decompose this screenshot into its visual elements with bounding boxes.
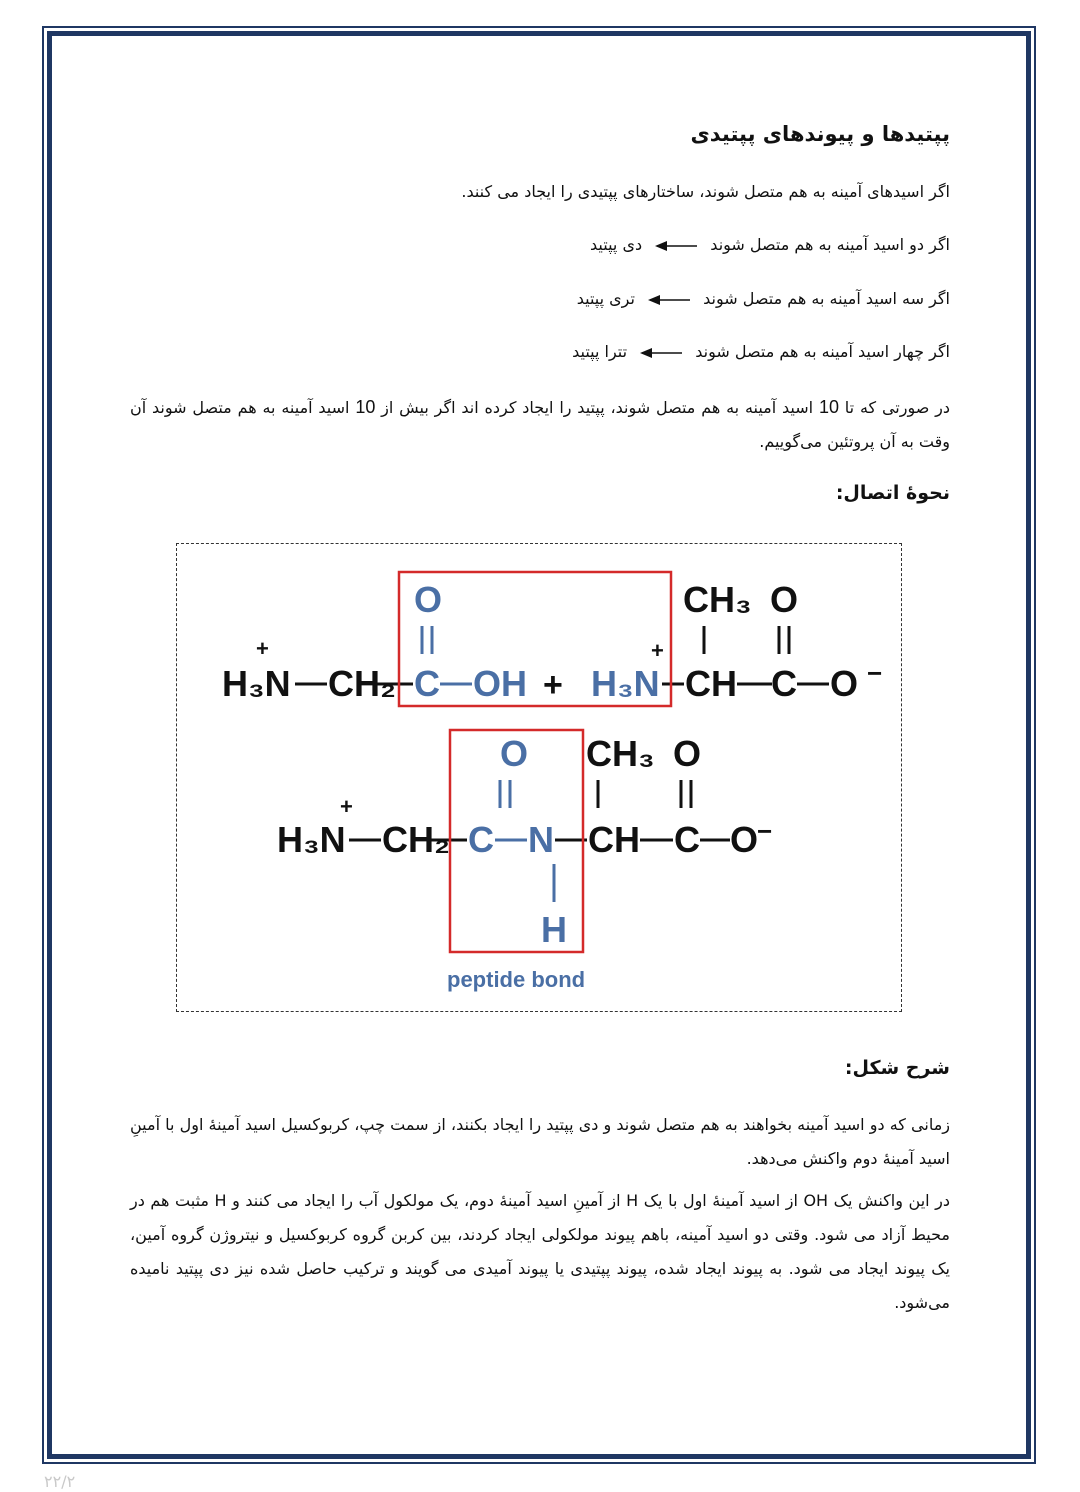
r1-carbon: C	[414, 663, 440, 704]
r1-h3n: H₃N	[222, 663, 291, 704]
definition-paragraph	[130, 390, 950, 459]
definition-text: اسید آمینه به هم متصل شوند، پپتید را ایجاد کرده اند اگر بیش از	[375, 398, 819, 417]
rule-di-peptide	[130, 235, 950, 254]
number-ten: 10	[355, 397, 376, 417]
r2-h3n: H₃N	[591, 663, 660, 704]
rule-tri-peptide	[130, 289, 950, 308]
r2-carbonyl-o: O	[770, 579, 799, 620]
arrow-left-icon	[640, 347, 682, 359]
arrow-left-icon	[655, 240, 697, 252]
p-ch2: CH₂	[382, 819, 450, 860]
p-nitrogen: N	[528, 819, 554, 860]
peptide-bond-label: peptide bond	[447, 967, 586, 992]
peptide-bond-figure	[176, 543, 902, 1012]
p-ch: CH	[588, 819, 640, 860]
r2-ch3: CH₃	[683, 579, 752, 620]
arrow-left-icon	[648, 294, 690, 306]
explanation-paragraph-1: زمانی که دو اسید آمینه بخواهند به هم متصل شوند و دی پپتید را ایجاد بکنند، از سمت چپ، کربوکسیل اسید آمینۀ اول با آمینِ اسید آمینۀ دوم واکنش می‌دهد.	[130, 1115, 950, 1168]
explanation-paragraph-2: در این واکنش یک OH از اسید آمینۀ اول با یک H از آمینِ اسید آمینۀ دوم، یک مولکول آب را ایجاد می کنند و H مثبت هم در محیط آزاد می شود. وقتی دو اسید آمینه، باهم پیوند مولکولی ایجاد کردند، بین کربن گروه کربوکسیل و نیتروژن گروه آمین، یک پیوند ایجاد می شود. به پیوند ایجاد شده، پیوند پپتیدی یا پیوند آمیدی می گویند و ترکیب حاصل شده نیز دی پپتید نامیده می‌شود.	[130, 1191, 951, 1312]
rule-condition: اگر چهار اسید آمینه به هم متصل شوند	[695, 342, 950, 361]
rule-result: دی پپتید	[590, 235, 643, 254]
definition-text: در صورتی که تا	[838, 398, 950, 417]
intro-text: اگر اسیدهای آمینه به هم متصل شوند، ساختارهای پپتیدی را ایجاد می کنند.	[461, 182, 950, 201]
p-carbon: C	[468, 819, 494, 860]
r2-minus-charge: −	[867, 658, 883, 688]
page-number: ۲۲/۲	[44, 1472, 76, 1491]
rule-condition: اگر سه اسید آمینه به هم متصل شوند	[703, 289, 950, 308]
p-minus-charge: −	[757, 816, 773, 846]
p-ch3: CH₃	[586, 733, 655, 774]
rule-result: تری پپتید	[576, 289, 635, 308]
definition-text: اسید آمینه به هم متصل شوند آن وقت به آن پروتئین می‌گوییم.	[130, 398, 950, 451]
explanation-heading: شرح شکل:	[844, 1057, 950, 1079]
p-h3n: H₃N	[277, 819, 346, 860]
reaction-plus: +	[543, 666, 563, 704]
p-o-minus: O	[730, 819, 759, 860]
rule-result: تترا پپتید	[572, 342, 628, 361]
number-ten: 10	[818, 397, 839, 417]
p-carbonyl-o: O	[500, 733, 529, 774]
r1-oh: OH	[473, 663, 527, 704]
p-carbonyl-o2: O	[673, 733, 702, 774]
p-carbon2: C	[674, 819, 700, 860]
r2-carbon: C	[771, 663, 797, 704]
p-hydrogen: H	[541, 909, 567, 950]
r2-o-minus: O	[830, 663, 859, 704]
r2-plus-charge: +	[651, 638, 664, 663]
page-title: پپتیدها و پیوندهای پپتیدی	[690, 122, 950, 146]
r1-carbonyl-o: O	[414, 579, 443, 620]
connection-heading: نحوۀ اتصال:	[835, 482, 950, 504]
p-plus-charge: +	[340, 794, 353, 819]
peptide-diagram	[177, 544, 903, 1013]
rule-condition: اگر دو اسید آمینه به هم متصل شوند	[710, 235, 950, 254]
r1-ch2: CH₂	[328, 663, 396, 704]
r2-ch: CH	[685, 663, 737, 704]
rule-tetra-peptide	[130, 342, 950, 361]
r1-plus-charge: +	[256, 636, 269, 661]
